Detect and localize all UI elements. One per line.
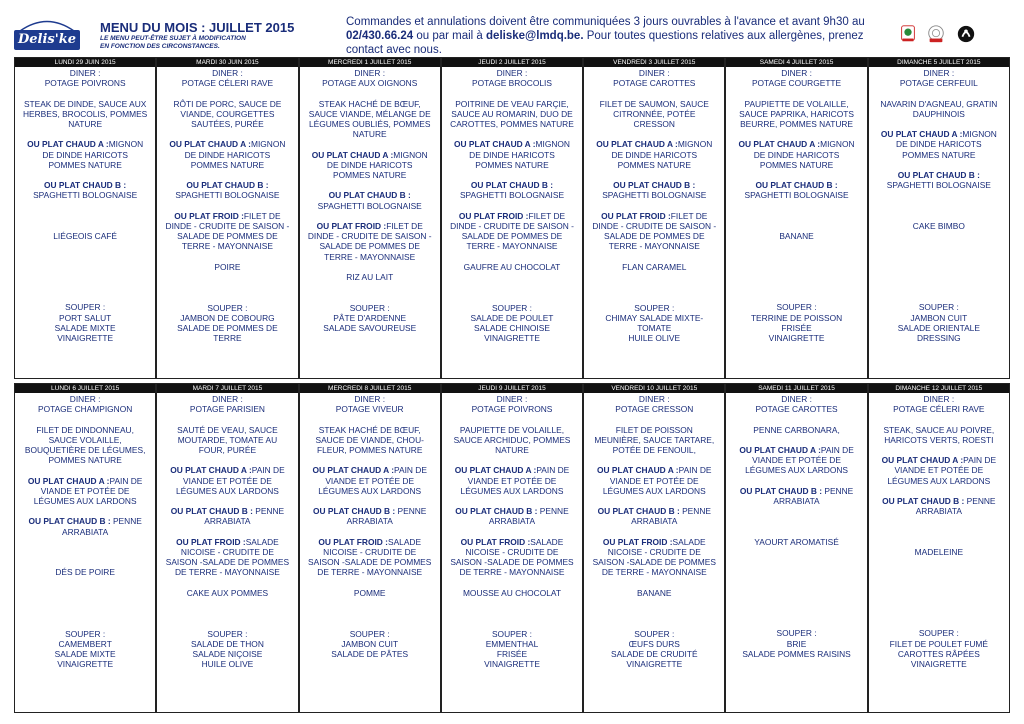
- menu-line: FLEUR, POMMES NATURE: [316, 445, 423, 455]
- menu-line: VIANDE, COURGETTES: [180, 108, 275, 119]
- menu-line: POMMES NATURE: [759, 159, 834, 170]
- menu-option-line: OU PLAT CHAUD A :MIGNON: [311, 149, 428, 160]
- menu-line: PÂTE D'ARDENNE: [333, 312, 407, 323]
- day-column: [15, 384, 157, 712]
- menu-line: DINER :: [638, 68, 670, 78]
- subtitle-line-2: EN FONCTION DES CIRCONSTANCES.: [100, 43, 220, 50]
- menu-line: POTAGE CÉLERI RAVE: [181, 78, 274, 89]
- menu-line: POTAGE CHAMPIGNON: [37, 404, 133, 415]
- menu-line: VINAIGRETTE: [57, 659, 114, 670]
- day-date-header: MARDI 30 JUIN 2015: [157, 58, 297, 67]
- day-menu: [442, 393, 582, 669]
- menu-option-line: OU PLAT CHAUD A :PAIN DE: [739, 444, 854, 455]
- menu-line: CAKE BIMBO: [912, 220, 965, 231]
- menu-line: PENNE CARBONARA,: [753, 424, 840, 435]
- menu-line: TERRINE DE POISSON: [750, 312, 843, 323]
- menu-line: JAMBON DE COBOURG: [180, 312, 275, 323]
- menu-line: STEAK, SAUCE AU POIVRE,: [883, 424, 995, 435]
- menu-line: DE DINDE HARICOTS: [469, 149, 555, 160]
- menu-option-line: OU PLAT CHAUD A :PAIN DE: [881, 455, 997, 466]
- menu-line: POMME: [353, 587, 386, 598]
- menu-option-line: OU PLAT FROID :FILET DE: [316, 220, 423, 231]
- menu-line: HUILE OLIVE: [628, 333, 681, 344]
- menu-line: POIRE: [214, 261, 241, 272]
- menu-line: SOUPER :: [207, 628, 248, 639]
- menu-line: PAUPIETTE DE VOLAILLE,: [459, 424, 565, 435]
- menu-line: SAUTÉES, PURÉE: [191, 119, 264, 129]
- menu-line: STEAK HACHÉ DE BŒUF,: [318, 98, 421, 109]
- menu-option-line: OU PLAT CHAUD A :MIGNON: [596, 139, 713, 150]
- day-column: [726, 58, 868, 378]
- menu-line: SPAGHETTI BOLOGNAISE: [744, 190, 849, 201]
- menu-line: SALADE DE POMMES DE: [177, 231, 278, 242]
- menu-line: DE TERRE - MAYONNAISE: [601, 567, 707, 578]
- menu-line: PAUPIETTE DE VOLAILLE,: [744, 98, 849, 109]
- day-date-header: SAMEDI 11 JUILLET 2015: [726, 384, 866, 393]
- menu-option-line: OU PLAT CHAUD B :: [755, 180, 838, 191]
- menu-line: HARICOTS VERTS, ROESTI: [884, 434, 994, 445]
- day-date-header: DIMANCHE 5 JUILLET 2015: [869, 58, 1009, 67]
- menu-line: SOUPER :: [634, 628, 675, 639]
- menu-line: SAUCE ARCHIDUC, POMMES: [453, 434, 571, 445]
- menu-line: DE DINDE HARICOTS: [896, 139, 982, 150]
- hygiene-seal-icon: [956, 24, 976, 44]
- menu-line: STEAK DE DINDE, SAUCE AUX: [23, 98, 147, 109]
- menu-line: SOUPER :: [918, 628, 959, 639]
- halal-seal-icon: [926, 24, 946, 44]
- menu-line: CITRONNÉE, POTÉE: [613, 108, 696, 119]
- day-menu: [584, 67, 724, 343]
- menu-option-line: OU PLAT CHAUD B : PENNE: [455, 506, 569, 517]
- menu-line: POTAGE CAROTTES: [613, 78, 696, 89]
- menu-line: FILET DE SAUMON, SAUCE: [599, 98, 709, 109]
- menu-line: NATURE: [495, 445, 529, 455]
- menu-line: LÉGUMES AUX LARDONS: [318, 485, 422, 496]
- menu-option-line: OU PLAT CHAUD A :MIGNON: [738, 139, 855, 150]
- menu-line: CAROTTES RÂPÉES: [897, 648, 980, 659]
- menu-option-line: OU PLAT CHAUD B :: [44, 180, 127, 191]
- menu-line: CRESSON: [633, 119, 675, 129]
- menu-line: SALADE DE POMMES DE: [319, 241, 420, 252]
- menu-line: RIZ AU LAIT: [346, 271, 394, 282]
- menu-line: VIANDE ET POTÉE DE: [183, 475, 272, 486]
- menu-option-line: OU PLAT CHAUD A :MIGNON: [27, 139, 144, 150]
- menu-line: ARRABIATA: [915, 506, 962, 517]
- menu-line: POTAGE VIVEUR: [335, 404, 404, 415]
- day-column: [300, 384, 442, 712]
- menu-line: MOUTARDE, TOMATE AU: [177, 434, 278, 445]
- menu-option-line: OU PLAT CHAUD B : PENNE: [597, 506, 711, 517]
- menu-line: DE DINDE HARICOTS: [326, 159, 413, 170]
- menu-line: DE DINDE HARICOTS: [753, 149, 840, 160]
- menu-line: POTAGE CERFEUIL: [899, 78, 978, 89]
- menu-line: VIANDE ET POTÉE DE: [609, 475, 699, 486]
- day-menu: [869, 67, 1009, 343]
- menu-line: SPAGHETTI BOLOGNAISE: [886, 180, 991, 191]
- day-column: [442, 58, 584, 378]
- menu-line: SALADE DE POMMES DE: [461, 231, 563, 242]
- menu-line: DÉS DE POIRE: [55, 567, 115, 578]
- menu-line: BEURRE, POMMES NATURE: [740, 119, 853, 129]
- notice-phone: 02/430.66.24: [346, 30, 414, 42]
- menu-line: POMMES NATURE: [902, 149, 976, 160]
- menu-line: YAOURT AROMATISÉ: [754, 536, 839, 547]
- menu-line: POITRINE DE VEAU FARÇIE,: [455, 98, 569, 109]
- menu-line: NICOISE - CRUDITE DE: [465, 546, 559, 557]
- menu-line: DRESSING: [916, 333, 961, 344]
- menu-line: EMMENTHAL: [485, 638, 539, 649]
- menu-line: SALADE DE POMMES DE: [604, 231, 705, 242]
- menu-option-line: OU PLAT FROID :SALADE: [602, 536, 706, 547]
- menu-line: VINAIGRETTE: [910, 659, 967, 670]
- day-date-header: VENDREDI 3 JUILLET 2015: [584, 58, 724, 67]
- menu-line: POTAGE POIVRONS: [44, 78, 126, 89]
- menu-option-line: OU PLAT FROID :FILET DE: [601, 210, 708, 221]
- menu-line: SALADE DE POMMES DE: [177, 322, 278, 333]
- day-date-header: MERCREDI 1 JUILLET 2015: [300, 58, 440, 67]
- day-menu: [300, 393, 440, 659]
- menu-line: FRISÉE: [781, 322, 812, 333]
- day-column: [300, 58, 442, 378]
- menu-option-line: OU PLAT CHAUD A :PAIN DE: [454, 465, 570, 476]
- menu-option-line: OU PLAT CHAUD B :: [328, 190, 411, 201]
- menu-line: DE DINDE HARICOTS: [42, 149, 128, 160]
- menu-line: TERRE - MAYONNAISE: [466, 241, 558, 252]
- menu-line: SOUPER :: [349, 628, 390, 639]
- menu-line: STEAK HACHÉ DE BŒUF,: [318, 424, 421, 435]
- menu-line: SALADE DE THON: [190, 638, 264, 649]
- menu-line: FILET DE DINDONNEAU,: [36, 424, 134, 435]
- menu-line: HERBES, BROCOLIS, POMMES: [23, 108, 148, 119]
- menu-line: NATURE: [352, 129, 387, 140]
- day-column: [157, 384, 299, 712]
- menu-line: SALADE DE CRUDITÉ: [610, 648, 698, 659]
- menu-option-line: OU PLAT CHAUD A :PAIN DE: [597, 465, 712, 476]
- menu-line: SPAGHETTI BOLOGNAISE: [175, 190, 280, 201]
- day-menu: [584, 393, 724, 669]
- week-2: [14, 383, 1010, 713]
- menu-line: DINER :: [496, 68, 528, 78]
- menu-line: JAMBON CUIT: [910, 312, 968, 323]
- logo-text: Delis'ke: [18, 32, 76, 47]
- day-menu: [442, 67, 582, 343]
- menu-line: POTAGE COURGETTE: [751, 78, 842, 89]
- menu-line: SAUCE VIANDE, MÉLANGE DE: [308, 108, 431, 119]
- menu-line: ARRABIATA: [488, 516, 536, 527]
- menu-option-line: OU PLAT CHAUD A :MIGNON: [169, 139, 286, 150]
- menu-line: ŒUFS DURS: [628, 638, 680, 649]
- menu-line: NAVARIN D'AGNEAU, GRATIN: [880, 98, 998, 109]
- menu-line: DE DINDE HARICOTS: [611, 149, 698, 160]
- menu-option-line: OU PLAT CHAUD B : PENNE: [739, 485, 854, 496]
- menu-line: VINAIGRETTE: [484, 659, 540, 670]
- menu-line: SOUPER :: [349, 302, 390, 313]
- menu-line: POMMES NATURE: [475, 159, 549, 170]
- menu-line: DAUPHINOIS: [912, 108, 965, 119]
- menu-line: SAUTÉ DE VEAU, SAUCE: [177, 424, 278, 435]
- day-menu: [15, 67, 155, 343]
- menu-line: SALADE NIÇOISE: [192, 648, 263, 659]
- menu-line: DINER :: [496, 394, 528, 404]
- menu-option-line: OU PLAT FROID :SALADE: [176, 536, 279, 547]
- menu-line: SOUPER :: [491, 628, 532, 639]
- day-column: [869, 384, 1009, 712]
- menu-line: SALADE ORIENTALE: [897, 322, 980, 333]
- menu-line: SOUPER :: [634, 302, 675, 313]
- menu-option-line: OU PLAT FROID :FILET DE: [174, 210, 281, 221]
- menu-line: SALADE DE POULET: [470, 312, 554, 323]
- menu-line: VIANDE ET POTÉE DE: [894, 465, 984, 476]
- day-date-header: DIMANCHE 12 JUILLET 2015: [869, 384, 1009, 393]
- menu-line: POTAGE CRESSON: [615, 404, 694, 415]
- menu-line: DINDE - CRUDITE DE SAISON -: [450, 220, 574, 231]
- menu-option-line: OU PLAT CHAUD A :MIGNON: [453, 139, 570, 150]
- day-date-header: MARDI 7 JUILLET 2015: [157, 384, 297, 393]
- menu-line: CAKE AUX POMMES: [186, 587, 269, 598]
- menu-line: POTAGE AUX OIGNONS: [322, 78, 418, 89]
- day-menu: [157, 393, 297, 669]
- menu-line: SAISON -SALADE DE POMMES: [450, 557, 574, 568]
- menu-option-line: OU PLAT CHAUD B : PENNE: [882, 495, 996, 506]
- day-column: [157, 58, 299, 378]
- menu-line: SAUCE VOLAILLE,: [48, 434, 122, 445]
- menu-line: SPAGHETTI BOLOGNAISE: [317, 200, 422, 211]
- menu-line: POTAGE CÉLERI RAVE: [893, 404, 985, 415]
- menu-line: BANANE: [779, 231, 814, 242]
- subtitle-line-1: LE MENU PEUT-ÊTRE SUJET À MODIFICATION: [100, 35, 246, 42]
- menu-line: FOUR, PURÉE: [198, 445, 257, 455]
- menu-line: NICOISE - CRUDITE DE: [323, 546, 417, 557]
- menu-line: SOUPER :: [776, 302, 817, 313]
- day-column: [584, 384, 726, 712]
- menu-line: SOUPER :: [918, 302, 959, 313]
- menu-line: GAUFRE AU CHOCOLAT: [463, 261, 561, 272]
- menu-line: DINER :: [781, 68, 812, 78]
- day-date-header: LUNDI 6 JUILLET 2015: [15, 384, 155, 393]
- menu-line: DINER :: [69, 68, 101, 78]
- day-column: [442, 384, 584, 712]
- day-column: [584, 58, 726, 378]
- menu-option-line: OU PLAT CHAUD B :: [613, 180, 696, 191]
- day-date-header: JEUDI 2 JUILLET 2015: [442, 58, 582, 67]
- menu-line: FRISÉE: [496, 648, 528, 659]
- header: [0, 0, 1024, 56]
- menu-line: SOUPER :: [65, 628, 106, 639]
- menu-option-line: OU PLAT CHAUD B : PENNE: [313, 506, 427, 517]
- menu-line: ARRABIATA: [773, 495, 820, 506]
- day-date-header: LUNDI 29 JUIN 2015: [15, 58, 155, 67]
- menu-line: BANANE: [637, 587, 672, 598]
- menu-line: VINAIGRETTE: [768, 333, 825, 344]
- menu-line: CAMEMBERT: [58, 638, 112, 649]
- menu-option-line: OU PLAT CHAUD A :PAIN DE: [312, 465, 427, 476]
- menu-line: DINDE - CRUDITE DE SAISON -: [165, 220, 290, 231]
- menu-line: SOUPER :: [491, 302, 532, 313]
- menu-line: DINER :: [923, 394, 955, 404]
- menu-line: SOUPER :: [65, 302, 106, 313]
- menu-line: SOUPER :: [776, 628, 817, 639]
- menu-option-line: OU PLAT CHAUD B : PENNE: [28, 516, 142, 527]
- menu-line: POTÉE DE FENOUIL,: [612, 445, 696, 455]
- menu-line: SALADE SAVOUREUSE: [323, 322, 417, 333]
- menu-line: SOUPER :: [207, 302, 248, 313]
- menu-line: MEUNIÈRE, SAUCE TARTARE,: [594, 434, 715, 445]
- menu-line: DINDE - CRUDITE DE SAISON -: [307, 231, 432, 242]
- menu-line: LÉGUMES AUX LARDONS: [745, 465, 848, 476]
- week-1: [14, 57, 1010, 379]
- menu-line: POMMES NATURE: [190, 159, 265, 170]
- day-menu: [726, 67, 866, 343]
- menu-option-line: OU PLAT CHAUD A :PAIN DE: [170, 465, 285, 476]
- day-menu: [300, 67, 440, 333]
- menu-line: SAUCE AU ROMARIN, DUO DE: [451, 108, 573, 119]
- menu-line: RÔTI DE PORC, SAUCE DE: [173, 98, 282, 109]
- menu-line: TERRE - MAYONNAISE: [181, 241, 273, 252]
- menu-line: HUILE OLIVE: [201, 659, 254, 670]
- menu-line: TERRE - MAYONNAISE: [324, 251, 416, 262]
- menu-line: VIANDE ET POTÉE DE: [752, 455, 841, 466]
- menu-line: POTAGE POIVRONS: [471, 404, 553, 415]
- menu-line: VINAIGRETTE: [57, 333, 114, 344]
- certification-icons: [898, 24, 998, 46]
- menu-line: POTAGE CAROTTES: [755, 404, 838, 415]
- menu-line: PORT SALUT: [58, 312, 112, 323]
- day-menu: [869, 393, 1009, 669]
- day-column: [869, 58, 1009, 378]
- day-column: [15, 58, 157, 378]
- menu-line: DINER :: [354, 68, 386, 78]
- menu-line: TERRE: [213, 333, 242, 344]
- menu-line: LÉGUMES AUX LARDONS: [602, 485, 706, 496]
- menu-line: SAUCE DE VIANDE, CHOU-: [315, 434, 424, 445]
- day-menu: [726, 393, 866, 659]
- menu-line: JAMBON CUIT: [341, 638, 399, 649]
- menu-option-line: OU PLAT CHAUD A :MIGNON: [880, 129, 997, 140]
- day-date-header: SAMEDI 4 JUILLET 2015: [726, 58, 866, 67]
- menu-line: DE TERRE - MAYONNAISE: [174, 567, 280, 578]
- menu-line: DE DINDE HARICOTS: [184, 149, 271, 160]
- menu-line: DINER :: [212, 394, 243, 404]
- menu-line: FILET DE POISSON: [615, 424, 693, 435]
- menu-line: LÉGUMES AUX LARDONS: [887, 475, 991, 486]
- menu-line: LÉGUMES AUX LARDONS: [175, 485, 279, 496]
- menu-line: DINER :: [638, 394, 670, 404]
- menu-line: POTAGE BROCOLIS: [472, 78, 552, 89]
- menu-line: NATURE: [68, 119, 103, 129]
- menu-line: POMMES NATURE: [48, 159, 122, 170]
- menu-line: SPAGHETTI BOLOGNAISE: [459, 190, 565, 201]
- menu-line: CHIMAY SALADE MIXTE-: [605, 312, 704, 323]
- menu-line: TERRE - MAYONNAISE: [608, 241, 700, 252]
- menu-line: SALADE MIXTE: [54, 322, 116, 333]
- day-menu: [15, 393, 155, 669]
- menu-line: CAROTTES, POMMES NATURE: [450, 119, 574, 129]
- menu-line: TOMATE: [637, 322, 672, 333]
- page-title: MENU DU MOIS : JUILLET 2015: [100, 20, 295, 35]
- day-date-header: JEUDI 9 JUILLET 2015: [442, 384, 582, 393]
- menu-line: NICOISE - CRUDITE DE: [607, 546, 701, 557]
- menu-option-line: OU PLAT CHAUD B :: [470, 180, 554, 191]
- menu-line: SAISON -SALADE DE POMMES: [308, 557, 432, 568]
- menu-line: DINER :: [781, 394, 812, 404]
- menu-line: ARRABIATA: [631, 516, 678, 527]
- menu-line: LIÉGEOIS CAFÉ: [53, 231, 118, 242]
- notice-text-a: Commandes et annulations doivent être communiquées 3 jours ouvrables à l'avance et avant 9h30 au: [346, 16, 865, 28]
- menu-line: LÉGUMES AUX LARDONS: [33, 496, 137, 506]
- menu-line: SAUCE PAPRIKA, HARICOTS: [739, 108, 854, 119]
- menu-option-line: OU PLAT FROID :SALADE: [460, 536, 564, 547]
- menu-line: SPAGHETTI BOLOGNAISE: [602, 190, 707, 201]
- day-column: [726, 384, 868, 712]
- menu-line: LÉGUMES AUX LARDONS: [460, 485, 564, 496]
- menu-line: SAISON -SALADE DE POMMES: [165, 557, 290, 568]
- order-notice: [346, 15, 892, 57]
- notice-text-b: ou par mail à: [413, 30, 487, 42]
- menu-line: DE TERRE - MAYONNAISE: [459, 567, 565, 578]
- menu-line: DINDE - CRUDITE DE SAISON -: [592, 220, 717, 231]
- allergen-badge-icon: [898, 24, 918, 44]
- menu-line: VIANDE ET POTÉE DE: [467, 475, 557, 486]
- menu-line: SALADE MIXTE: [54, 648, 116, 659]
- menu-option-line: OU PLAT CHAUD B : PENNE: [170, 506, 285, 517]
- menu-line: SALADE CHINOISE: [474, 322, 550, 333]
- menu-line: MADELEINE: [914, 546, 964, 557]
- menu-option-line: OU PLAT FROID :FILET DE: [458, 210, 566, 221]
- notice-text-c: Pour toutes questions relatives aux allergènes, prenez contact avec nous.: [346, 30, 864, 56]
- menu-line: DINER :: [354, 394, 386, 404]
- menu-option-line: OU PLAT CHAUD A :PAIN DE: [27, 475, 143, 486]
- menu-line: FILET DE POULET FUMÉ: [889, 638, 988, 649]
- menu-line: FLAN CARAMEL: [622, 261, 687, 272]
- menu-option-line: OU PLAT CHAUD B :: [897, 169, 980, 180]
- menu-line: POTAGE PARISIEN: [189, 404, 265, 415]
- menu-line: SALADE DE PÂTES: [331, 648, 409, 659]
- menu-line: VINAIGRETTE: [626, 659, 683, 670]
- menu-line: LÉGUMES OUBLIÉS, POMMES: [308, 119, 431, 129]
- day-menu: [157, 67, 297, 343]
- menu-line: MOUSSE AU CHOCOLAT: [462, 587, 561, 598]
- menu-line: POMMES NATURE: [617, 159, 691, 170]
- menu-option-line: OU PLAT FROID :SALADE: [318, 536, 422, 547]
- menu-line: POMMES NATURE: [333, 170, 407, 180]
- menu-line: ARRABIATA: [346, 516, 393, 527]
- menu-option-line: OU PLAT CHAUD B :: [186, 180, 269, 191]
- menu-line: SPAGHETTI BOLOGNAISE: [33, 190, 138, 201]
- menu-line: SALADE POMMES RAISINS: [742, 648, 851, 659]
- menu-line: VIANDE ET POTÉE DE: [40, 485, 130, 496]
- menu-line: POMMES NATURE: [48, 455, 122, 466]
- menu-line: DINER :: [69, 394, 101, 404]
- menu-line: VIANDE ET POTÉE DE: [325, 475, 415, 486]
- menu-line: DE TERRE - MAYONNAISE: [317, 567, 423, 578]
- deliske-logo: [14, 16, 80, 50]
- day-date-header: VENDREDI 10 JUILLET 2015: [584, 384, 724, 393]
- menu-line: BRIE: [786, 638, 807, 649]
- menu-line: ARRABIATA: [62, 526, 109, 537]
- menu-line: DINER :: [212, 68, 243, 78]
- notice-email: deliske@lmdq.be.: [486, 30, 584, 42]
- page-subtitle: [100, 35, 246, 51]
- menu-line: BOUQUETIÈRE DE LÉGUMES,: [24, 445, 146, 455]
- menu-line: ARRABIATA: [204, 516, 251, 527]
- menu-line: NICOISE - CRUDITE DE: [180, 546, 274, 557]
- menu-line: VINAIGRETTE: [484, 333, 540, 344]
- day-date-header: MERCREDI 8 JUILLET 2015: [300, 384, 440, 393]
- menu-line: DINER :: [923, 68, 955, 78]
- menu-line: SAISON -SALADE DE POMMES: [592, 557, 716, 568]
